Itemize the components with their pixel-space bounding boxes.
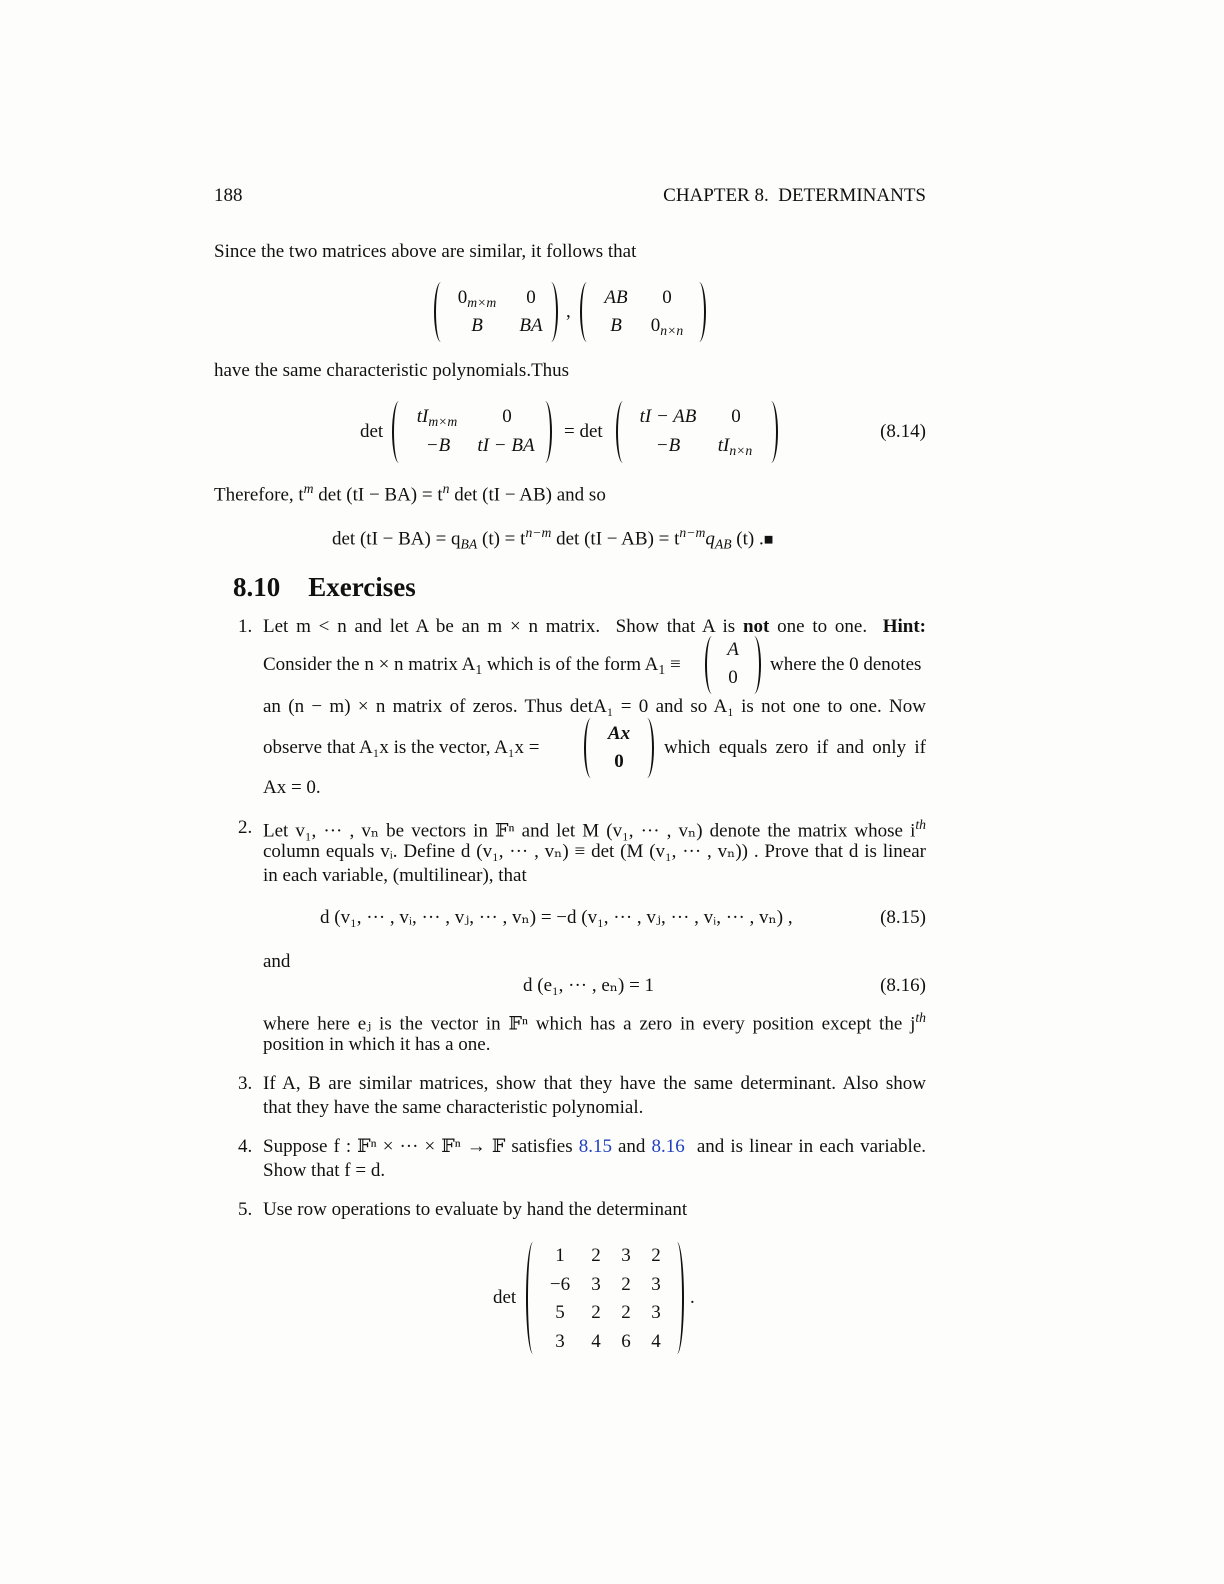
exercise-2-line-4: where here eⱼ is the vector in 𝔽ⁿ which has a zero in every position except the $j^{th}$ — [263, 1010, 926, 1035]
matrix-cell: 3 — [591, 1273, 601, 1295]
page-number: 188 — [214, 185, 243, 206]
exercise-1-line-2: Consider the n × n matrix $A_1$ which is of the form $A_1$ ≡ — [263, 654, 681, 678]
exercise-3-line-2: that they have the same characteristic polynomial. — [263, 1097, 644, 1118]
equals-det: = det — [564, 421, 603, 442]
left-paren — [392, 401, 406, 463]
exercise-4-number: 4. — [238, 1136, 253, 1157]
right-paren — [538, 401, 552, 463]
cell: BA — [519, 315, 543, 336]
exercise-5-line-1: Use row operations to evaluate by hand the determinant — [263, 1199, 688, 1220]
det-label: det — [360, 421, 384, 442]
running-title: CHAPTER 8. DETERMINANTS — [663, 185, 926, 206]
qed-symbol: ■ — [763, 531, 774, 549]
exercise-2-line-2: column equals vᵢ. Define d (v₁, ··· , vₙ) ≡ det (M (v₁, ··· , vₙ)) . Prove that d is linear — [263, 841, 926, 862]
left-paren — [580, 282, 594, 342]
cell: $0_{m\times m}$ — [457, 287, 497, 311]
section-number: 8.10 — [233, 572, 281, 602]
right-paren — [670, 1242, 684, 1354]
exercise-1-number: 1. — [238, 616, 253, 637]
equation-reference-link[interactable]: 8.15 — [578, 1136, 612, 1157]
equation-number: (8.16) — [880, 975, 926, 996]
exercise-2-line-5: position in which it has a one. — [263, 1034, 491, 1055]
exercise-1-line-1: Let m < n and let A be an m × n matrix. Show that A is not one to one. Hint: — [263, 616, 926, 637]
cell: 0 — [662, 287, 672, 308]
exercise-2-line-1: Let v₁, ··· , vₙ be vectors in 𝔽ⁿ and let M (v₁, ··· , vₙ) denote the matrix whose $i^{th}$ — [263, 817, 926, 842]
equation-number: (8.15) — [880, 907, 926, 928]
exercise-4-line-2: Show that f = d. — [263, 1160, 386, 1181]
left-paren — [584, 718, 598, 778]
cell: −B — [655, 435, 681, 456]
exercise-1-line-3: an (n − m) × n matrix of zeros. Thus detA₁ = 0 and so A₁ is not one to one. Now — [263, 696, 926, 717]
cell: B — [610, 315, 622, 336]
cell: 0 — [614, 751, 624, 772]
left-paren — [705, 636, 719, 694]
right-paren — [692, 282, 706, 342]
cell: $0_{n\times n}$ — [650, 315, 684, 339]
matrix-period: . — [690, 1287, 695, 1308]
right-paren — [640, 718, 654, 778]
cell: tI − BA — [477, 435, 535, 456]
matrix-cell: 2 — [621, 1273, 631, 1295]
exercise-4-line-1: Suppose f : 𝔽ⁿ × ··· × 𝔽ⁿ → 𝔽 satisfies 8.15 and 8.16 and is linear in each variable. — [263, 1136, 926, 1157]
matrix-ab-b-zero — [580, 282, 706, 342]
matrix-cell: 2 — [591, 1245, 601, 1266]
cell: 0 — [731, 406, 741, 427]
exercise-1-line-2-end: where the 0 denotes — [770, 654, 922, 675]
right-paren — [764, 401, 778, 463]
matrix-cell: 3 — [651, 1302, 661, 1323]
same-char-text: have the same characteristic polynomials.Thus — [214, 360, 570, 381]
comma: , — [566, 301, 571, 322]
matrix-cell: 2 — [591, 1302, 601, 1323]
matrix-cell: 3 — [621, 1245, 631, 1266]
cell: tI − AB — [639, 406, 697, 427]
exercise-1-line-5: Ax = 0. — [263, 777, 321, 798]
exercise-2-number: 2. — [238, 817, 253, 838]
exercise-2-line-3: in each variable, (multilinear), that — [263, 865, 527, 886]
and-text: and — [263, 951, 291, 972]
exercise-5-number: 5. — [238, 1199, 253, 1220]
exercise-3-number: 3. — [238, 1073, 253, 1094]
equation-reference-link[interactable]: 8.16 — [651, 1136, 685, 1157]
section-heading — [233, 570, 416, 605]
cell: A — [727, 639, 739, 660]
cell: $tI_{m\times m}$ — [416, 406, 458, 430]
matrix-cell: 4 — [651, 1330, 661, 1352]
left-paren — [616, 401, 630, 463]
equation-8-16: d (e₁, ··· , eₙ) = 1 — [523, 975, 655, 996]
matrix-cell: 1 — [555, 1245, 565, 1266]
matrix-cell: −6 — [549, 1273, 571, 1295]
matrix-rhs — [616, 401, 778, 463]
matrix-cell: 3 — [555, 1330, 565, 1352]
right-paren — [747, 636, 761, 694]
matrix-cell: 4 — [591, 1330, 601, 1352]
matrix-cell: 5 — [555, 1302, 565, 1323]
equation-number: (8.14) — [880, 421, 926, 442]
cell: Ax — [607, 723, 631, 744]
matrix-cell: 3 — [651, 1273, 661, 1295]
cell: −B — [425, 435, 451, 456]
cell: 0 — [728, 667, 738, 688]
matrix-cell: 2 — [651, 1245, 661, 1266]
proof-intro: Since the two matrices above are similar, it follows that — [214, 241, 637, 262]
matrix-cell: 2 — [621, 1302, 631, 1323]
final-equation: $\det (tI - BA) = q_{BA}$ $(t) = t^{n-m}$ $\det (tI - AB) = t^{n-m}q_{AB}$ (t) .■ — [332, 525, 774, 552]
cell: 0 — [526, 287, 536, 308]
exercise-1-line-4: observe that A₁x is the vector, A₁x = — [263, 737, 540, 758]
exercise-3-line-1: If A, B are similar matrices, show that they have the same determinant. Also show — [263, 1073, 926, 1094]
cell: 0 — [502, 406, 512, 427]
det-label: det — [493, 1287, 517, 1308]
left-paren — [434, 282, 448, 342]
vector-a-zero — [705, 636, 761, 694]
cell: $tI_{n\times n}$ — [717, 435, 753, 459]
matrix-lhs — [392, 401, 552, 463]
matrix-cell: 6 — [621, 1330, 631, 1352]
left-paren — [526, 1242, 540, 1354]
exercise-1-line-4-end: which equals zero if and only if — [664, 737, 926, 758]
therefore-line: Therefore, $t^m$ $\det (tI - BA) = t^n$ det (tI − AB) and so — [214, 481, 606, 506]
cell: AB — [604, 287, 628, 308]
cell: B — [471, 315, 483, 336]
right-paren — [544, 282, 558, 342]
determinant-matrix — [526, 1242, 684, 1354]
section-title: Exercises — [308, 572, 416, 602]
equation-8-15: d (v₁, ··· , vᵢ, ··· , vⱼ, ··· , vₙ) = −d (v₁, ··· , vⱼ, ··· , vᵢ, ··· , vₙ) , — [320, 907, 793, 928]
matrix-zero-b-ba — [434, 282, 558, 342]
vector-ax-zero — [584, 718, 654, 778]
